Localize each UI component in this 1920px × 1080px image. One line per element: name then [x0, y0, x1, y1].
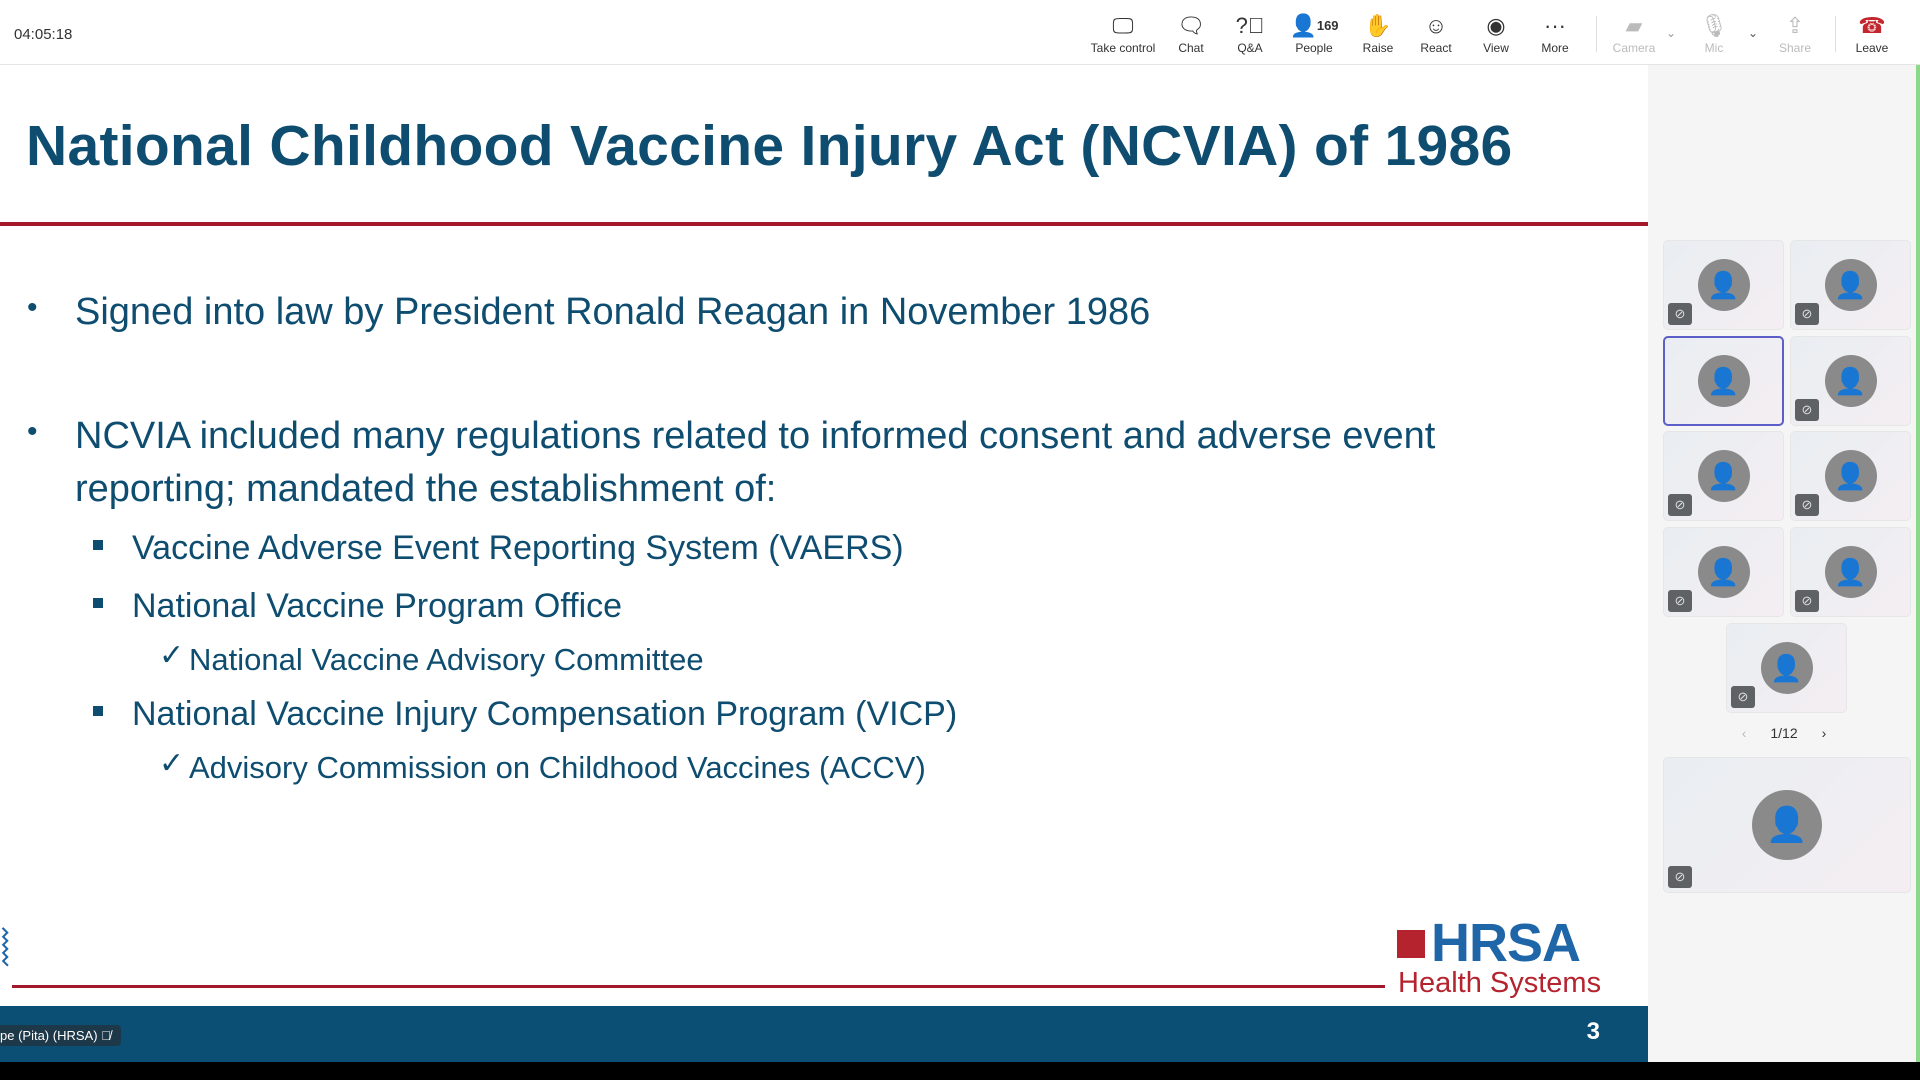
check-bullet: ✓ National Vaccine Advisory Committee — [159, 639, 704, 677]
mic-muted-icon: ⊘ — [1731, 686, 1755, 708]
prev-page-icon[interactable]: ‹ — [1741, 725, 1747, 741]
gallery-pager — [1648, 725, 1920, 741]
camera-button[interactable]: ▰ Camera — [1599, 12, 1669, 55]
share-button[interactable]: ⇪ Share — [1760, 12, 1830, 55]
divider — [1835, 16, 1836, 52]
bullet: • NCVIA included many regulations related to informed consent and adverse event — [27, 415, 1436, 457]
hhs-logo-partial: ⦚ — [0, 921, 11, 977]
meeting-timer: 04:05:18 — [14, 26, 73, 43]
avatar-icon: 👤 — [1698, 355, 1750, 407]
qa-button[interactable]: ?⃝ Q&A — [1215, 12, 1285, 55]
page-indicator: 1/12 — [1770, 725, 1798, 741]
mic-muted-icon: ⊘ — [1668, 494, 1692, 516]
mic-muted-icon: 🎙̸ — [101, 1028, 111, 1043]
participant-gallery — [1648, 65, 1920, 1062]
people-icon: 👤 — [1289, 13, 1317, 38]
mic-muted-icon: ⊘ — [1668, 590, 1692, 612]
mic-muted-icon: ⊘ — [1668, 866, 1692, 888]
divider — [1596, 16, 1597, 52]
take-control-icon: 🖵 — [1112, 13, 1134, 38]
camera-off-icon: ▰ — [1625, 13, 1643, 38]
participant-tile[interactable] — [1790, 336, 1911, 426]
avatar-icon: 👤 — [1752, 790, 1822, 860]
slide-footer-band — [0, 1006, 1648, 1062]
leave-phone-icon: ☎ — [1858, 13, 1886, 38]
mic-off-icon: 🎙 — [1700, 13, 1728, 38]
mic-muted-icon: ⊘ — [1795, 590, 1819, 612]
more-button[interactable]: ··· More — [1520, 12, 1590, 55]
slide-title: National Childhood Vaccine Injury Act (NCVIA) of 1986 — [26, 114, 1513, 178]
avatar-icon: 👤 — [1698, 546, 1750, 598]
participant-tile[interactable] — [1726, 623, 1847, 713]
checkmark-icon: ✓ — [159, 639, 185, 672]
participant-tile[interactable] — [1663, 431, 1784, 521]
sub-bullet: National Vaccine Injury Compensation Program (VICP) — [132, 695, 957, 734]
mic-button[interactable]: 🎙 Mic — [1679, 12, 1749, 55]
camera-options-chevron-icon[interactable]: ⌄ — [1666, 26, 1677, 40]
mic-muted-icon: ⊘ — [1795, 399, 1819, 421]
people-button[interactable]: 👤$^{169}$ People — [1289, 13, 1339, 55]
qa-icon: ?⃝ — [1235, 13, 1265, 38]
participant-tile[interactable] — [1663, 527, 1784, 617]
raise-hand-icon: ✋ — [1364, 13, 1392, 38]
bullet-continuation: reporting; mandated the establishment of: — [75, 468, 777, 510]
slide-page-number: 3 — [1586, 1018, 1600, 1045]
share-icon: ⇪ — [1785, 13, 1805, 38]
chat-button[interactable]: 🗨 Chat — [1156, 12, 1226, 55]
avatar-icon: 👤 — [1698, 259, 1750, 311]
participant-tile[interactable] — [1790, 240, 1911, 330]
avatar-icon: 👤 — [1825, 546, 1877, 598]
mic-muted-icon: ⊘ — [1668, 303, 1692, 325]
participant-tile[interactable] — [1790, 431, 1911, 521]
bullet: • Signed into law by President Ronald Reagan in November 1986 — [27, 291, 1151, 333]
react-button[interactable]: ☺ React — [1401, 12, 1471, 55]
leave-button[interactable]: ☎ Leave — [1837, 12, 1907, 55]
avatar-icon: 👤 — [1761, 642, 1813, 694]
self-view-tile[interactable] — [1663, 757, 1911, 893]
view-icon: ◉ — [1486, 13, 1506, 38]
presenter-name-label: pe (Pita) (HRSA) 🎙̸ — [0, 1025, 121, 1046]
avatar-icon: 👤 — [1825, 450, 1877, 502]
react-icon: ☺ — [1424, 13, 1448, 38]
sub-bullet: Vaccine Adverse Event Reporting System (VAERS) — [132, 529, 904, 568]
avatar-icon: 👤 — [1698, 450, 1750, 502]
check-bullet: ✓ Advisory Commission on Childhood Vaccines (ACCV) — [159, 747, 926, 785]
chat-icon: 🗨 — [1177, 13, 1205, 38]
hrsa-emblem-icon — [1397, 930, 1425, 958]
people-count: 169 — [1316, 18, 1339, 33]
title-divider — [0, 222, 1648, 226]
meeting-toolbar — [0, 0, 1920, 65]
checkmark-icon: ✓ — [159, 747, 185, 780]
shared-slide — [0, 65, 1648, 1062]
hrsa-logo: HRSA Health Systems — [1398, 913, 1602, 999]
mic-muted-icon: ⊘ — [1795, 494, 1819, 516]
raise-hand-button[interactable]: ✋ Raise — [1343, 12, 1413, 55]
participant-tile[interactable] — [1790, 527, 1911, 617]
sub-bullet: National Vaccine Program Office — [132, 587, 622, 626]
mic-muted-icon: ⊘ — [1795, 303, 1819, 325]
mic-options-chevron-icon[interactable]: ⌄ — [1748, 26, 1759, 40]
avatar-icon: 👤 — [1825, 355, 1877, 407]
view-button[interactable]: ◉ View — [1461, 12, 1531, 55]
next-page-icon[interactable]: › — [1821, 725, 1827, 741]
participant-tile[interactable] — [1663, 240, 1784, 330]
take-control-button[interactable]: 🖵 Take control — [1088, 12, 1158, 55]
more-icon: ··· — [1544, 13, 1566, 38]
avatar-icon: 👤 — [1825, 259, 1877, 311]
participant-tile-active[interactable] — [1663, 336, 1784, 426]
footer-divider — [12, 985, 1385, 988]
